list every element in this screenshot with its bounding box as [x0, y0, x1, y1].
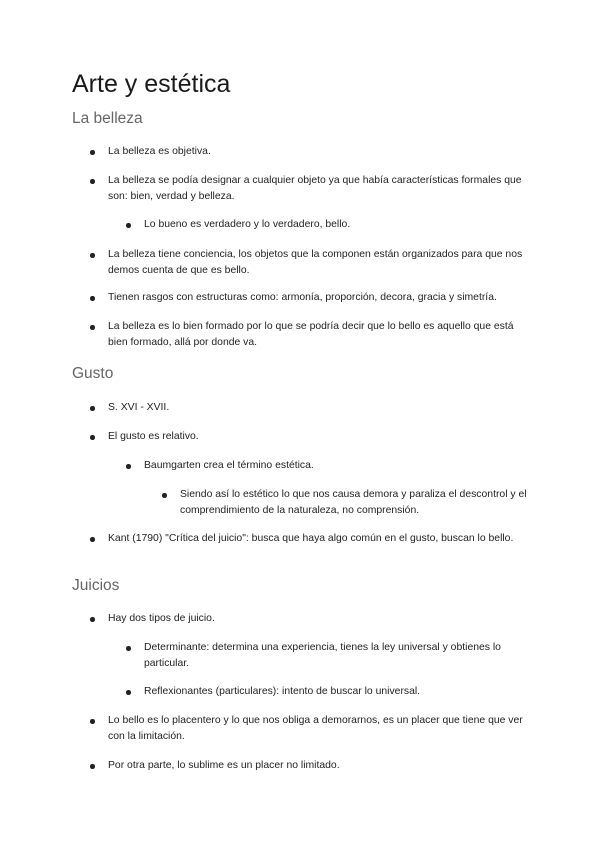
bullet-icon	[90, 406, 95, 411]
list-item-text: Hay dos tipos de juicio.	[108, 613, 215, 624]
list-item-text: Determinante: determina una experiencia, tienes la ley universal y obtienes lo particular.	[144, 642, 501, 669]
list-item-text: Reflexionantes (particulares): intento de buscar lo universal.	[144, 686, 421, 697]
list-item-text: La belleza se podía designar a cualquier objeto ya que había características formales que son: bien, verdad y belleza.	[108, 175, 522, 202]
document-title: Arte y estética	[72, 70, 231, 98]
bullet-icon	[90, 179, 95, 184]
list-item-text: S. XVI - XVII.	[108, 402, 170, 413]
list-item-text: Kant (1790) "Crítica del juicio": busca que haya algo común en el gusto, buscan lo bello.	[108, 533, 514, 544]
bullet-icon	[126, 646, 131, 651]
list-item-text: La belleza es lo bien formado por lo que se podría decir que lo bello es aquello que está bien formado, allá por donde va.	[108, 321, 514, 348]
bullet-icon	[126, 464, 131, 469]
section-heading-gusto: Gusto	[72, 365, 114, 382]
bullet-icon	[90, 325, 95, 330]
bullet-icon	[90, 764, 95, 769]
list-item-text: El gusto es relativo.	[108, 431, 199, 442]
bullet-icon	[90, 150, 95, 155]
list-item-text: Por otra parte, lo sublime es un placer no limitado.	[108, 760, 340, 771]
list-item-text: La belleza es objetiva.	[108, 146, 211, 157]
bullet-icon	[126, 690, 131, 695]
bullet-icon	[162, 493, 167, 498]
section-heading-la-belleza: La belleza	[72, 110, 143, 127]
list-item-text: La belleza tiene conciencia, los objetos que la componen están organizados para que nos demos cuenta de que es bello.	[108, 249, 523, 276]
bullet-icon	[126, 223, 131, 228]
list-item-text: Lo bueno es verdadero y lo verdadero, bello.	[144, 219, 351, 230]
list-item-text: Baumgarten crea el término estética.	[144, 460, 314, 471]
list-item-text: Tienen rasgos con estructuras como: armonía, proporción, decora, gracia y simetría.	[108, 292, 497, 303]
bullet-icon	[90, 435, 95, 440]
section-heading-juicios: Juicios	[72, 577, 120, 594]
bullet-icon	[90, 537, 95, 542]
bullet-icon	[90, 296, 95, 301]
bullet-icon	[90, 617, 95, 622]
bullet-icon	[90, 719, 95, 724]
list-item-text: Siendo así lo estético lo que nos causa demora y paraliza el descontrol y el comprendimiento de la naturaleza, no comprensión.	[180, 489, 527, 516]
bullet-icon	[90, 253, 95, 258]
list-item-text: Lo bello es lo placentero y lo que nos obliga a demorarnos, es un placer que tiene que ver con la limitación.	[108, 715, 523, 742]
